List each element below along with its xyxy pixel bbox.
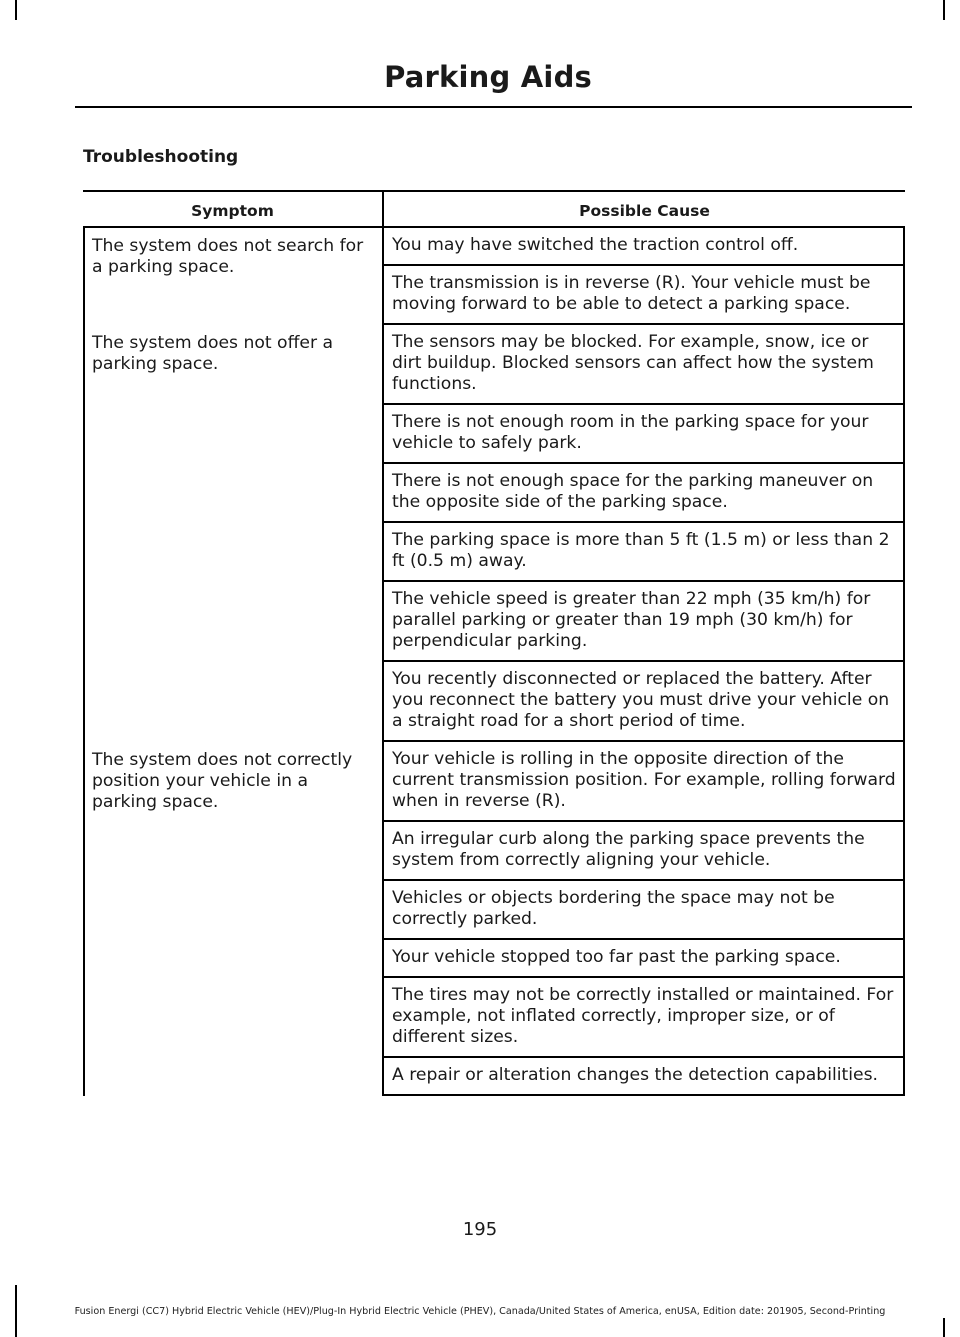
symptom-cell: The system does not offer a parking space. xyxy=(83,325,382,742)
table-row xyxy=(83,228,905,325)
cause-cell: You may have switched the traction control off. xyxy=(382,228,905,266)
cause-cell: The vehicle speed is greater than 22 mph (35 km/h) for parallel parking or greater than 19 mph (30 km/h) for perpendicular parking. xyxy=(382,582,905,662)
symptom-cell: The system does not search for a parking space. xyxy=(83,228,382,325)
cause-cell: The transmission is in reverse (R). Your vehicle must be moving forward to be able to detect a parking space. xyxy=(382,266,905,325)
cause-cell: The sensors may be blocked. For example, snow, ice or dirt buildup. Blocked sensors can affect how the system functions. xyxy=(382,325,905,405)
cause-cell: Vehicles or objects bordering the space may not be correctly parked. xyxy=(382,881,905,940)
cause-list xyxy=(382,325,905,742)
page-number: 195 xyxy=(462,1219,498,1240)
crop-mark-top-right xyxy=(943,0,945,20)
cause-list xyxy=(382,228,905,325)
page-title: Parking Aids xyxy=(384,60,592,94)
symptom-cell: The system does not correctly position your vehicle in a parking space. xyxy=(83,742,382,1096)
cause-cell: Your vehicle stopped too far past the parking space. xyxy=(382,940,905,978)
table-header-row xyxy=(83,190,905,228)
column-header-symptom: Symptom xyxy=(191,202,274,220)
cause-cell: You recently disconnected or replaced the battery. After you reconnect the battery you must drive your vehicle on a straight road for a short period of time. xyxy=(382,662,905,742)
section-heading: Troubleshooting xyxy=(83,147,239,167)
cause-cell: There is not enough space for the parking maneuver on the opposite side of the parking space. xyxy=(382,464,905,523)
cause-cell: The parking space is more than 5 ft (1.5 m) or less than 2 ft (0.5 m) away. xyxy=(382,523,905,582)
cause-cell: Your vehicle is rolling in the opposite direction of the current transmission position. For example, rolling forward when in reverse (R). xyxy=(382,742,905,822)
table-row xyxy=(83,325,905,742)
cause-cell: There is not enough room in the parking space for your vehicle to safely park. xyxy=(382,405,905,464)
footer-edition-info: Fusion Energi (CC7) Hybrid Electric Vehicle (HEV)/Plug-In Hybrid Electric Vehicle (PHEV), Canada/United States of America, enUSA, Edition date: 201905, Second-Printing xyxy=(74,1306,886,1317)
crop-mark-bottom-right xyxy=(943,1318,945,1337)
crop-mark-top-left xyxy=(15,0,17,20)
cause-list xyxy=(382,742,905,1096)
cause-cell: An irregular curb along the parking space prevents the system from correctly aligning your vehicle. xyxy=(382,822,905,881)
troubleshooting-table xyxy=(83,190,905,1096)
cause-cell: The tires may not be correctly installed or maintained. For example, not inflated correctly, improper size, or of different sizes. xyxy=(382,978,905,1058)
cause-cell: A repair or alteration changes the detection capabilities. xyxy=(382,1058,905,1096)
header-divider xyxy=(75,106,912,108)
column-header-possible-cause: Possible Cause xyxy=(382,192,905,228)
table-row xyxy=(83,742,905,1096)
